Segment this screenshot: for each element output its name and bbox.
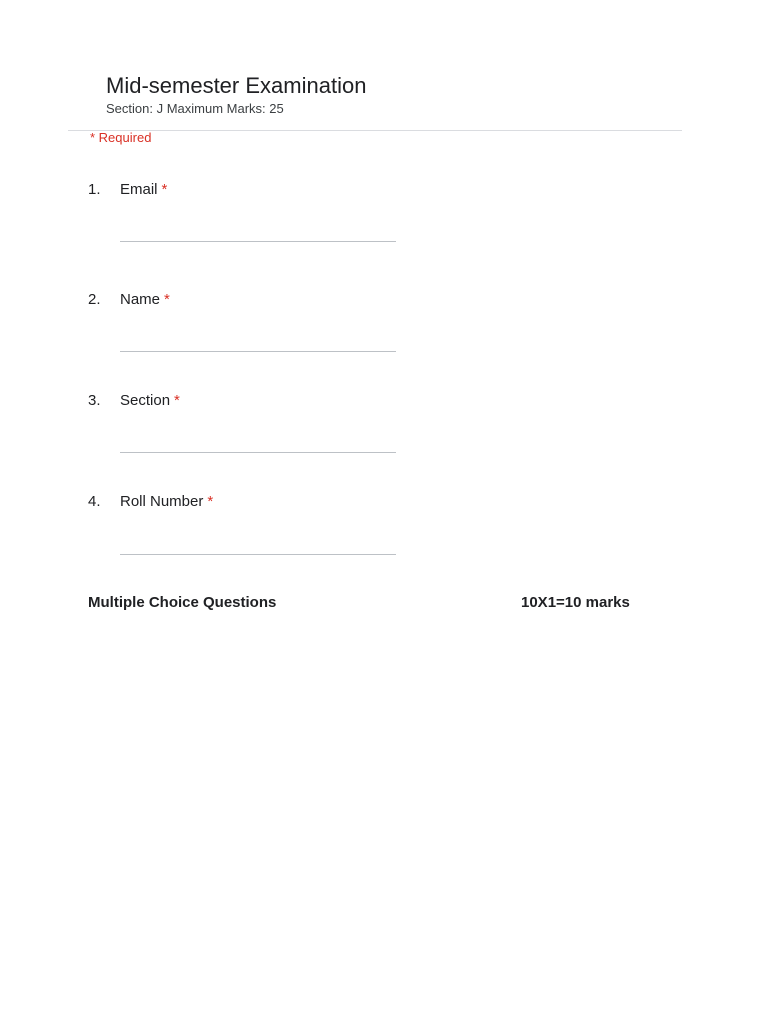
required-asterisk: * — [164, 291, 170, 308]
form-header — [106, 72, 366, 117]
question-label — [120, 180, 167, 200]
section-answer-field[interactable] — [120, 452, 396, 453]
section-title: Multiple Choice Questions — [88, 594, 277, 611]
question-label-text: Section — [120, 392, 171, 409]
header-divider — [68, 130, 682, 131]
form-subtitle: Section: J Maximum Marks: 25 — [106, 101, 284, 116]
question-label-text: Email — [120, 181, 158, 198]
question-label-text: Roll Number — [120, 493, 204, 510]
question-number: 1. — [88, 181, 101, 198]
question-label — [120, 492, 213, 512]
form-title: Mid-semester Examination — [106, 73, 367, 98]
required-note: * Required — [90, 130, 152, 145]
name-answer-field[interactable] — [120, 351, 396, 352]
required-asterisk: * — [161, 181, 168, 198]
question-label — [120, 391, 180, 411]
question-number: 4. — [88, 493, 101, 510]
email-answer-field[interactable] — [120, 241, 396, 242]
question-number: 2. — [88, 291, 101, 308]
required-asterisk: * — [174, 392, 180, 409]
roll-number-answer-field[interactable] — [120, 554, 396, 555]
section-marks: 10X1=10 marks — [521, 594, 630, 611]
question-label-text: Name — [120, 291, 161, 308]
question-label — [120, 290, 170, 310]
question-number: 3. — [88, 392, 101, 409]
required-asterisk: * — [207, 493, 214, 510]
